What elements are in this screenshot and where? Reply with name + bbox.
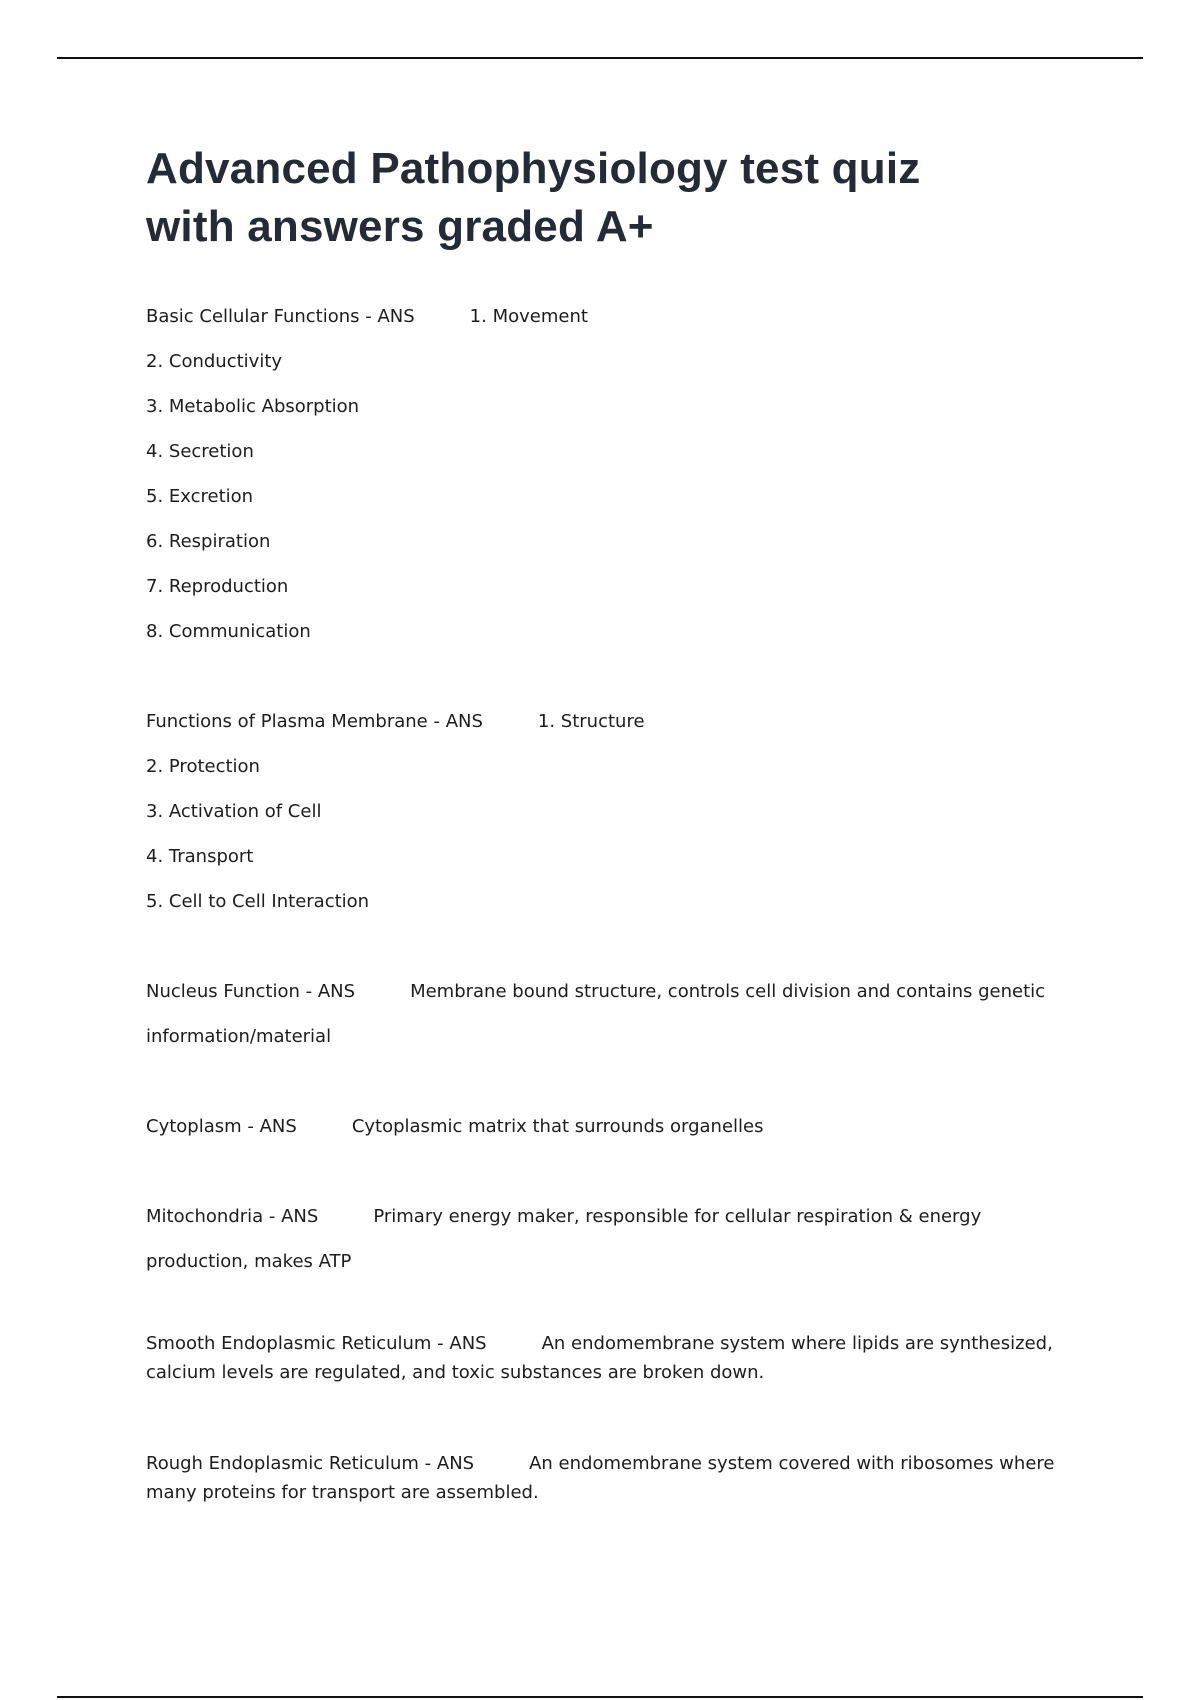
qa-entry-rough-er (146, 1449, 1076, 1507)
question-term: Rough Endoplasmic Reticulum - ANS (146, 1453, 475, 1474)
list-item: 5. Excretion (146, 486, 254, 507)
qa-entry-cytoplasm (146, 1104, 1076, 1149)
answer-text: 1. Movement (469, 306, 588, 327)
list-item: 3. Metabolic Absorption (146, 396, 360, 417)
list-item: 2. Conductivity (146, 351, 283, 372)
bottom-divider (57, 1696, 1143, 1698)
qa-entry-mitochondria (146, 1194, 1076, 1284)
qa-entry-smooth-er (146, 1329, 1076, 1387)
qa-entry-plasma-membrane (146, 699, 1076, 924)
answer-text: Cytoplasmic matrix that surrounds organelles (351, 1116, 764, 1137)
title-line-1: Advanced Pathophysiology test quiz (146, 144, 921, 193)
question-term: Functions of Plasma Membrane - ANS (146, 711, 483, 732)
question-term: Mitochondria - ANS (146, 1206, 319, 1227)
qa-entry-nucleus-function (146, 969, 1076, 1059)
top-divider (57, 57, 1143, 59)
answer-text: Membrane bound structure, controls cell division and contains genetic (410, 981, 1046, 1002)
answer-continuation: production, makes ATP (146, 1251, 352, 1272)
question-term: Cytoplasm - ANS (146, 1116, 297, 1137)
document-title (146, 140, 1076, 256)
list-item: 4. Secretion (146, 441, 254, 462)
list-item: 4. Transport (146, 846, 254, 867)
answer-continuation: information/material (146, 1026, 332, 1047)
answer-continuation: calcium levels are regulated, and toxic substances are broken down. (146, 1362, 765, 1383)
list-item: 5. Cell to Cell Interaction (146, 891, 370, 912)
list-item: 7. Reproduction (146, 576, 289, 597)
answer-continuation: many proteins for transport are assembled. (146, 1482, 539, 1503)
title-line-2: with answers graded A+ (146, 202, 654, 251)
question-term: Smooth Endoplasmic Reticulum - ANS (146, 1333, 487, 1354)
question-term: Nucleus Function - ANS (146, 981, 356, 1002)
document-body (146, 140, 1076, 1507)
list-item: 3. Activation of Cell (146, 801, 322, 822)
answer-text: Primary energy maker, responsible for cellular respiration & energy (373, 1206, 982, 1227)
qa-entry-basic-cellular-functions (146, 294, 1076, 654)
answer-text: An endomembrane system where lipids are synthesized, (541, 1333, 1053, 1354)
list-item: 6. Respiration (146, 531, 271, 552)
list-item: 2. Protection (146, 756, 260, 777)
answer-text: 1. Structure (537, 711, 645, 732)
list-item: 8. Communication (146, 621, 311, 642)
answer-text: An endomembrane system covered with ribosomes where (529, 1453, 1055, 1474)
question-term: Basic Cellular Functions - ANS (146, 306, 415, 327)
